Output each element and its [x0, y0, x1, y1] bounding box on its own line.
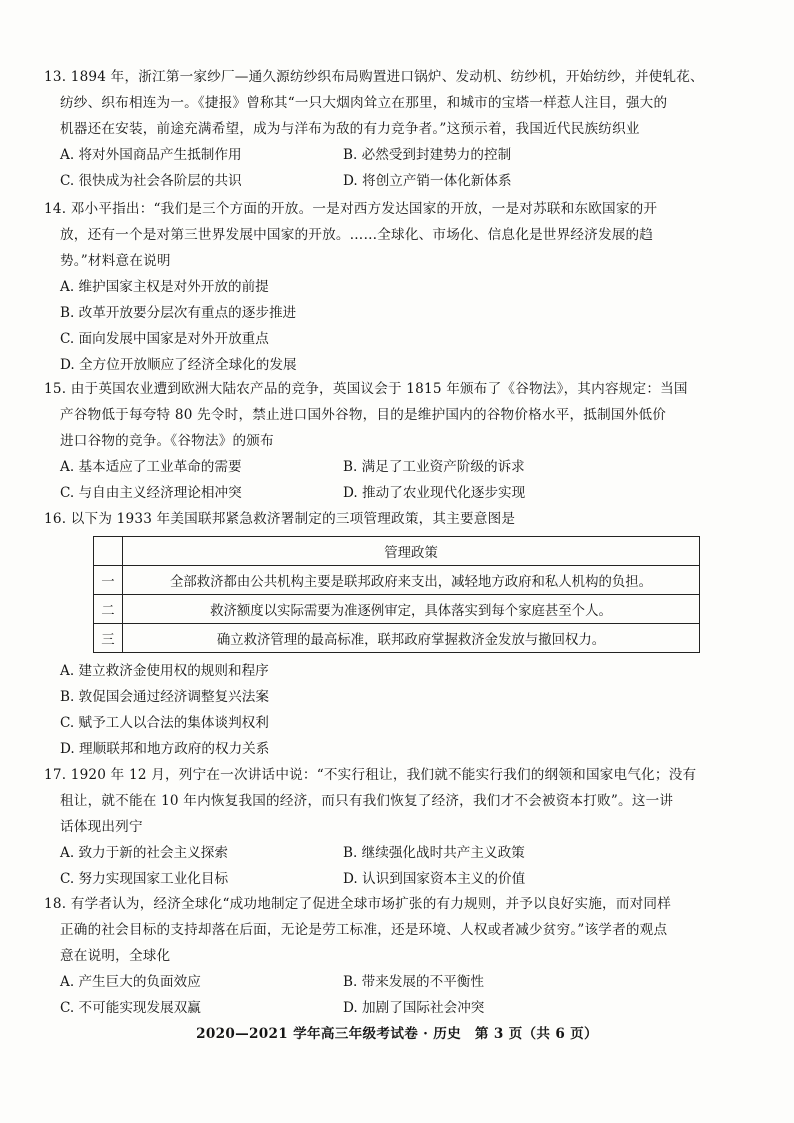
option-row — [44, 480, 756, 506]
table-header-row — [94, 537, 700, 566]
option-b: B. 带来发展的不平衡性 — [343, 974, 484, 990]
option-row — [44, 995, 756, 1021]
question-stem-line: 机器还在安装，前途充满希望，成为与洋布为敌的有力竞争者。”这预示着，我国近代民族纺织业 — [60, 121, 640, 137]
option-d: D. 推动了农业现代化逐步实现 — [343, 485, 526, 501]
option-c: C. 努力实现国家工业化目标 — [60, 871, 229, 887]
option-d: D. 理顺联邦和地方政府的权力关系 — [60, 741, 270, 757]
question-14 — [44, 196, 756, 378]
option-a: A. 建立救济金使用权的规则和程序 — [60, 663, 269, 679]
option-b: B. 必然受到封建势力的控制 — [343, 147, 512, 163]
table-row — [94, 595, 700, 624]
table-header: 管理政策 — [123, 537, 700, 566]
table-corner-cell — [94, 537, 123, 566]
option-d: D. 加剧了国际社会冲突 — [343, 1000, 485, 1016]
option-c: C. 不可能实现发展双赢 — [60, 1000, 201, 1016]
option-a: A. 将对外国商品产生抵制作用 — [60, 147, 242, 163]
page-footer: 2020—2021 学年高三年级考试卷 · 历史 第 3 页（共 6 页） — [196, 1026, 598, 1042]
option-d: D. 全方位开放顺应了经济全球化的发展 — [60, 357, 297, 373]
question-stem-line: 进口谷物的竞争。《谷物法》的颁布 — [60, 433, 274, 449]
question-stem-line: 正确的社会目标的支持却落在后面，无论是劳工标准，还是环境、人权或者减少贫穷。”该学者的观点 — [60, 922, 668, 938]
row-text: 全部救济都由公共机构主要是联邦政府来支出，减轻地方政府和私人机构的负担。 — [123, 566, 700, 595]
row-number: 三 — [94, 624, 123, 653]
option-b: B. 敦促国会通过经济调整复兴法案 — [60, 689, 269, 705]
option-c: C. 面向发展中国家是对外开放重点 — [60, 331, 269, 347]
question-stem-line: 意在说明，全球化 — [60, 948, 171, 964]
row-number: 二 — [94, 595, 123, 624]
question-stem-line: 产谷物低于每夸特 80 先令时，禁止进口国外谷物，目的是维护国内的谷物价格水平，抵制国外低价 — [60, 407, 667, 423]
option-c: C. 赋予工人以合法的集体谈判权利 — [60, 715, 269, 731]
option-row — [44, 454, 756, 480]
option-d: D. 将创立产销一体化新体系 — [343, 173, 512, 189]
table-row — [94, 566, 700, 595]
option-b: B. 满足了工业资产阶级的诉求 — [343, 459, 525, 475]
question-stem-line: 纺纱、织布相连为一。《捷报》曾称其“一只大烟肉耸立在那里，和城市的宝塔一样惹人注目，强大的 — [60, 95, 668, 111]
option-b: B. 改革开放要分层次有重点的逐步推进 — [60, 305, 297, 321]
option-b: B. 继续强化战时共产主义政策 — [343, 845, 525, 861]
row-text: 确立救济管理的最高标准，联邦政府掌握救济金发放与撤回权力。 — [123, 624, 700, 653]
question-stem-line: 13. 1894 年，浙江第一家纱厂—通久源纺纱织布局购置进口锅炉、发动机、纺纱机，开始纺纱，并使轧花、 — [44, 69, 704, 85]
row-number: 一 — [94, 566, 123, 595]
option-a: A. 维护国家主权是对外开放的前提 — [60, 279, 269, 295]
option-d: D. 认识到国家资本主义的价值 — [343, 871, 526, 887]
question-16-options — [44, 658, 756, 762]
option-a: A. 致力于新的社会主义探索 — [60, 845, 228, 861]
question-stem-line: 14. 邓小平指出：“我们是三个方面的开放。一是对西方发达国家的开放，一是对苏联和东欧国家的开 — [44, 201, 658, 217]
option-row — [44, 840, 756, 866]
question-stem-line: 租让，就不能在 10 年内恢复我国的经济，而只有我们恢复了经济，我们才不会被资本打败”。这一讲 — [60, 793, 674, 809]
question-18 — [44, 891, 756, 1021]
question-stem-line: 15. 由于英国农业遭到欧洲大陆农产品的竞争，英国议会于 1815 年颁布了《谷物法》，其内容规定：当国 — [44, 381, 688, 397]
option-row — [44, 142, 756, 168]
question-stem-line: 16. 以下为 1933 年美国联邦紧急救济署制定的三项管理政策，其主要意图是 — [44, 511, 516, 527]
question-stem-line: 话体现出列宁 — [60, 819, 143, 835]
question-13 — [44, 64, 756, 194]
question-stem-line: 势。”材料意在说明 — [60, 253, 171, 269]
question-stem-line: 放，还有一个是对第三世界发展中国家的开放。……全球化、市场化、信息化是世界经济发展的趋 — [60, 227, 654, 243]
option-row — [44, 866, 756, 892]
row-text: 救济额度以实际需要为准逐例审定，具体落实到每个家庭甚至个人。 — [123, 595, 700, 624]
question-17 — [44, 762, 756, 892]
policy-table — [93, 536, 700, 653]
table-row — [94, 624, 700, 653]
question-stem-line: 18. 有学者认为，经济全球化“成功地制定了促进全球市场扩张的有力规则，并予以良好实施，而对同样 — [44, 896, 672, 912]
question-16 — [44, 506, 756, 532]
option-c: C. 很快成为社会各阶层的共识 — [60, 173, 242, 189]
option-row — [44, 969, 756, 995]
option-a: A. 产生巨大的负面效应 — [60, 974, 201, 990]
question-15 — [44, 376, 756, 506]
option-c: C. 与自由主义经济理论相冲突 — [60, 485, 242, 501]
option-a: A. 基本适应了工业革命的需要 — [60, 459, 242, 475]
option-row — [44, 168, 756, 194]
question-stem-line: 17. 1920 年 12 月，列宁在一次讲话中说：“不实行租让，我们就不能实行我们的纲领和国家电气化；没有 — [44, 767, 697, 783]
